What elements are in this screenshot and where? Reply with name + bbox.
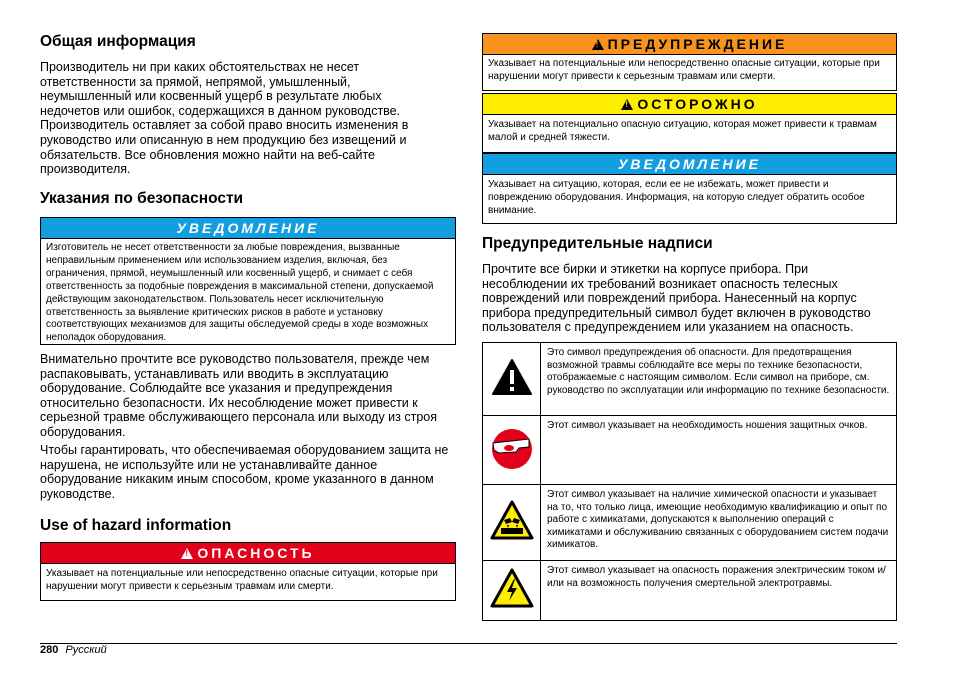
table-row	[483, 343, 897, 416]
caution-triangle-icon: !	[621, 99, 633, 110]
symbols-table	[482, 342, 897, 621]
symbol-description: Этот символ указывает на опасность поражения электрическим током и/или на возможность получения смертельной электротравмы.	[541, 561, 897, 621]
footer-rule	[40, 643, 897, 644]
general-info-title: Общая информация	[40, 33, 196, 50]
safety-paragraph-1: Внимательно прочтите все руководство пользователя, прежде чем распаковывать, устанавливать или вводить в эксплуатацию оборудование. Соблюдайте все указания и предупреждения относительно безопасности. Их несоблюдение может привести к серьезной травме обслуживающего персонала или выходу из строя оборудования.	[40, 352, 437, 439]
warning-triangle-icon: !	[181, 548, 193, 559]
warning-triangle-icon: !	[592, 39, 604, 50]
caution-header	[483, 94, 896, 115]
danger-box	[40, 542, 456, 601]
notice-header: УВЕДОМЛЕНИЕ	[483, 154, 896, 175]
warning-box	[482, 33, 897, 91]
electrical-hazard-icon	[490, 568, 534, 608]
notice-box-left	[40, 217, 456, 345]
symbol-description: Этот символ указывает на необходимость ношения защитных очков.	[541, 416, 897, 485]
danger-header-label: ОПАСНОСТЬ	[197, 545, 315, 561]
warning-labels-title: Предупредительные надписи	[482, 235, 713, 252]
notice-text: Изготовитель не несет ответственности за любые повреждения, вызванные неправильным применением или использованием изделия, включая, без ограничения, прямой, неумышленный или косвенный ущерб, и снимает с себя ответственность за подобные повреждения в максимальной степени, допускаемой действующим законодательством. Пользователь несет исключительную ответственность за выявление критических рисков в работе и установку соответствующих механизмов для защиты обследуемой среды в ходе возможных неполадок оборудования.	[46, 242, 434, 344]
symbol-cell	[483, 416, 541, 485]
symbol-description: Этот символ указывает на наличие химической опасности и указывает на то, что только лица, имеющие необходимую квалификацию и опыт по работе с химикатами, допускаются к выполнению операций с химикатами и обслуживанию связанных с оборудованием систем подачи химикатов.	[541, 485, 897, 561]
general-warning-icon	[491, 358, 533, 396]
safety-paragraph-2: Чтобы гарантировать, что обеспечиваемая оборудованием защита не нарушена, не используйте или не устанавливайте данное оборудование никаким иным способом, кроме указанного в данном руководстве.	[40, 443, 449, 501]
footer	[40, 644, 107, 657]
caution-header-label: ОСТОРОЖНО	[637, 96, 758, 112]
general-info-text: Производитель ни при каких обстоятельствах не несет ответственности за прямой, непрямой, умышленный, неумышленный или косвенный ущерб в результате любых недочетов или ошибок, содержащихся в данном руководстве. Производитель оставляет за собой право вносить изменения в руководство или описанную в нем продукцию без извещений и обязательств. Все обновления можно найти на веб-сайте производителя.	[40, 60, 409, 177]
notice-box-right	[482, 153, 897, 224]
hazard-info-title: Use of hazard information	[40, 517, 232, 534]
symbol-description: Это символ предупреждения об опасности. Для предотвращения возможной травмы соблюдайте все меры по технике безопасности, отображаемые с настоящим символом. Если символ на приборе, см. руководство по эксплуатации или информацию по технике безопасности.	[541, 343, 897, 416]
warning-text: Указывает на потенциальные или непосредственно опасные ситуации, которые при нарушении могут привести к серьезным травмам или смерти.	[488, 58, 880, 82]
page-number: 280	[40, 644, 59, 656]
symbol-cell	[483, 561, 541, 621]
footer-language: Русский	[65, 644, 107, 656]
caution-text: Указывает на потенциально опасную ситуацию, которая может привести к травмам малой и средней тяжести.	[488, 119, 877, 143]
warning-header	[483, 34, 896, 55]
warning-labels-text: Прочтите все бирки и этикетки на корпусе прибора. При несоблюдении их требований возникает опасность телесных повреждений или повреждений прибора. Нанесенный на корпус прибора предупредительный символ будет включен в руководство пользователя с предупреждением или указанием на опасность.	[482, 262, 871, 335]
notice-header: УВЕДОМЛЕНИЕ	[41, 218, 455, 239]
table-row	[483, 416, 897, 485]
danger-header	[41, 543, 455, 564]
danger-text: Указывает на потенциальные или непосредственно опасные ситуации, которые при нарушении могут привести к серьезным травмам или смерти.	[46, 568, 438, 592]
notice-text: Указывает на ситуацию, которая, если ее не избежать, может привести и повреждению оборудования. Информация, на которую следует обратить особое внимание.	[488, 179, 865, 216]
safety-glasses-icon	[489, 425, 535, 471]
chemical-hazard-icon	[490, 500, 534, 540]
table-row	[483, 485, 897, 561]
safety-title: Указания по безопасности	[40, 190, 244, 207]
symbol-cell	[483, 485, 541, 561]
caution-box	[482, 93, 897, 153]
warning-header-label: ПРЕДУПРЕЖДЕНИЕ	[607, 36, 788, 52]
table-row	[483, 561, 897, 621]
symbol-cell	[483, 343, 541, 416]
